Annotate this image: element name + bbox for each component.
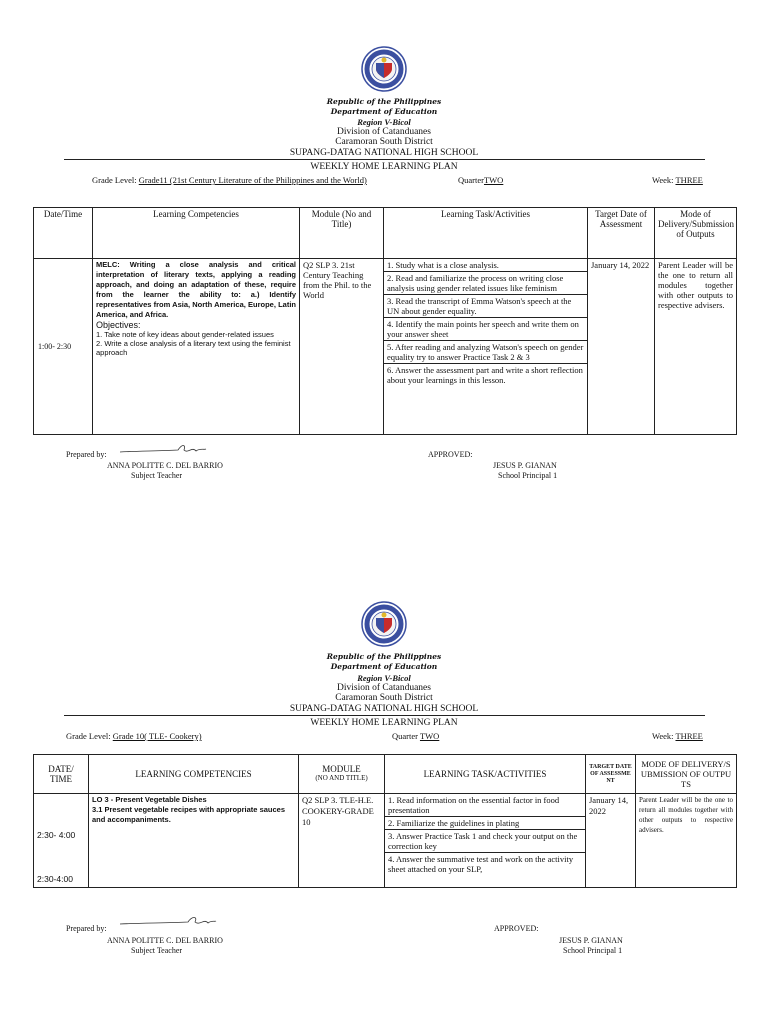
signature-icon bbox=[118, 914, 218, 928]
melc-text: MELC: Writing a close analysis and critical interpretation of literary texts, applying a reading approach, and doing an adaptation of these, require from the learner the ability to: a.) Identify representatives from Asia, North America, Europe, Latin America, and Africa. bbox=[96, 260, 296, 319]
time-cell: 1:00- 2:30 bbox=[34, 259, 93, 435]
prepared-label: Prepared by: bbox=[66, 924, 107, 933]
header-module bbox=[299, 755, 385, 794]
approved-label: APPROVED: bbox=[428, 450, 473, 459]
task-item: 3. Answer Practice Task 1 and check your output on the correction key bbox=[385, 830, 585, 853]
quarter-line bbox=[458, 175, 503, 185]
week-line bbox=[652, 731, 703, 741]
header-competencies: Learning Competencies bbox=[93, 208, 300, 259]
tasks-cell bbox=[384, 259, 588, 435]
header-target: Target Date of Assessment bbox=[588, 208, 655, 259]
week-label: Week: bbox=[652, 175, 674, 185]
task-item: 1. Study what is a close analysis. bbox=[384, 259, 587, 272]
header-target: TARGET DATE OF ASSESSMENT bbox=[586, 755, 636, 794]
division-line: Division of Catanduanes bbox=[337, 127, 431, 137]
deped-seal-icon bbox=[361, 601, 407, 647]
header-competencies: LEARNING COMPETENCIES bbox=[89, 755, 299, 794]
plan1-body-row bbox=[34, 259, 737, 435]
teacher-title: Subject Teacher bbox=[131, 946, 183, 955]
quarter-line bbox=[392, 731, 439, 741]
header-mode: Mode of Delivery/Submission of Outputs bbox=[655, 208, 737, 259]
principal-name: JESUS P. GIANAN bbox=[493, 461, 557, 470]
plan1-table bbox=[33, 207, 737, 435]
teacher-title: Subject Teacher bbox=[131, 471, 183, 480]
principal-name: JESUS P. GIANAN bbox=[559, 936, 623, 945]
task-item: 5. After reading and analyzing Watson's speech on gender equality try to answer Practice Task 2 & 3 bbox=[384, 341, 587, 364]
competencies-cell bbox=[93, 259, 300, 435]
lo-title: LO 3 - Present Vegetable Dishes bbox=[92, 795, 207, 804]
plan2-body-row bbox=[34, 794, 737, 888]
plan-title: WEEKLY HOME LEARNING PLAN bbox=[310, 162, 458, 172]
department-line: Department of Education bbox=[330, 662, 438, 671]
grade-level-value: Grade 10( TLE- Cookery) bbox=[112, 731, 202, 741]
task-item: 4. Answer the summative test and work on the activity sheet attached on your SLP, bbox=[388, 854, 574, 874]
module-cell: Q2 SLP 3. TLE-H.E. COOKERY-GRADE 10 bbox=[299, 794, 385, 888]
grade-level-label: Grade Level: bbox=[92, 175, 137, 185]
region-line: Region V-Bicol bbox=[357, 117, 411, 127]
week-value: THREE bbox=[675, 731, 703, 741]
task-item: 2. Familiarize the guidelines in plating bbox=[385, 817, 585, 830]
week-value: THREE bbox=[675, 175, 703, 185]
quarter-label: Quarter bbox=[458, 175, 484, 185]
division-line: Division of Catanduanes bbox=[337, 683, 431, 693]
principal-title: School Principal 1 bbox=[498, 471, 558, 480]
week-label: Week: bbox=[652, 731, 674, 741]
mode-cell: Parent Leader will be the one to return all modules together with other outputs to respective advisers. bbox=[655, 259, 737, 435]
district-line: Caramoran South District bbox=[335, 137, 433, 147]
principal-title: School Principal 1 bbox=[563, 946, 623, 955]
grade-level-line bbox=[66, 731, 202, 741]
task-item: 3. Read the transcript of Emma Watson's speech at the UN about gender equality. bbox=[384, 295, 587, 318]
plan2-header-row bbox=[34, 755, 737, 794]
grade-level-line bbox=[92, 175, 367, 185]
time-2: 2:30-4:00 bbox=[37, 874, 73, 884]
header-tasks: Learning Task/Activities bbox=[384, 208, 588, 259]
approved-label: APPROVED: bbox=[494, 924, 539, 933]
header-tasks: LEARNING TASK/ACTIVITIES bbox=[385, 755, 586, 794]
teacher-name: ANNA POLITTE C. DEL BARRIO bbox=[107, 461, 223, 470]
quarter-label: Quarter bbox=[392, 731, 418, 741]
grade-level-value: Grade11 (21st Century Literature of the Philippines and the World) bbox=[138, 175, 367, 185]
region-line: Region V-Bicol bbox=[357, 673, 411, 683]
signature-icon bbox=[118, 442, 208, 456]
header-mode: MODE OF DELIVERY/SUBMISSION OF OUTPUTS bbox=[636, 755, 737, 794]
header-module-sub: (NO AND TITLE) bbox=[315, 774, 368, 782]
republic-line: Republic of the Philippines bbox=[326, 97, 442, 106]
task-item: 4. Identify the main points her speech and write them on your answer sheet bbox=[384, 318, 587, 341]
task-item: 1. Read information on the essential factor in food presentation bbox=[385, 794, 585, 817]
teacher-name: ANNA POLITTE C. DEL BARRIO bbox=[107, 936, 223, 945]
tasks-cell bbox=[385, 794, 586, 888]
time-1: 2:30- 4:00 bbox=[37, 830, 76, 840]
header-date: Date/Time bbox=[34, 208, 93, 259]
time-cell bbox=[34, 794, 89, 888]
module-cell: Q2 SLP 3. 21st Century Teaching from the Phil. to the World bbox=[300, 259, 384, 435]
objective-1: 1. Take note of key ideas about gender-related issues bbox=[96, 330, 274, 339]
task-item: 2. Read and familiarize the process on writing close analysis using gender related issues like feminism bbox=[384, 272, 587, 295]
task-item: 6. Answer the assessment part and write a short reflection about your learnings in this lesson. bbox=[387, 365, 583, 385]
plan-title: WEEKLY HOME LEARNING PLAN bbox=[310, 718, 458, 728]
target-date-cell: January 14, 2022 bbox=[588, 259, 655, 435]
header-module-title: MODULE bbox=[322, 764, 361, 774]
prepared-label: Prepared by: bbox=[66, 450, 107, 459]
plan2-table bbox=[33, 754, 737, 888]
objective-2: 2. Write a close analysis of a literary text using the feminist approach bbox=[96, 339, 291, 357]
header-rule bbox=[64, 715, 705, 716]
republic-line: Republic of the Philippines bbox=[326, 652, 442, 661]
school-line: SUPANG-DATAG NATIONAL HIGH SCHOOL bbox=[289, 148, 479, 158]
week-line bbox=[652, 175, 703, 185]
department-line: Department of Education bbox=[330, 107, 438, 116]
header-module: Module (No and Title) bbox=[300, 208, 384, 259]
quarter-value: TWO bbox=[483, 175, 504, 185]
quarter-value: TWO bbox=[419, 731, 440, 741]
header-rule bbox=[64, 159, 705, 160]
objectives-title: Objectives: bbox=[96, 320, 141, 330]
mode-cell: Parent Leader will be the one to return all modules together with other outputs to respective advisers. bbox=[636, 794, 737, 888]
lo-detail: 3.1 Present vegetable recipes with appropriate sauces and accompaniments. bbox=[92, 805, 286, 824]
header-date: DATE/ TIME bbox=[34, 755, 89, 794]
competencies-cell bbox=[89, 794, 299, 888]
target-date-cell: January 14, 2022 bbox=[586, 794, 636, 888]
deped-seal-icon bbox=[361, 46, 407, 92]
school-line: SUPANG-DATAG NATIONAL HIGH SCHOOL bbox=[289, 704, 479, 714]
district-line: Caramoran South District bbox=[335, 693, 433, 703]
grade-level-label: Grade Level: bbox=[66, 731, 111, 741]
plan1-header-row bbox=[34, 208, 737, 259]
